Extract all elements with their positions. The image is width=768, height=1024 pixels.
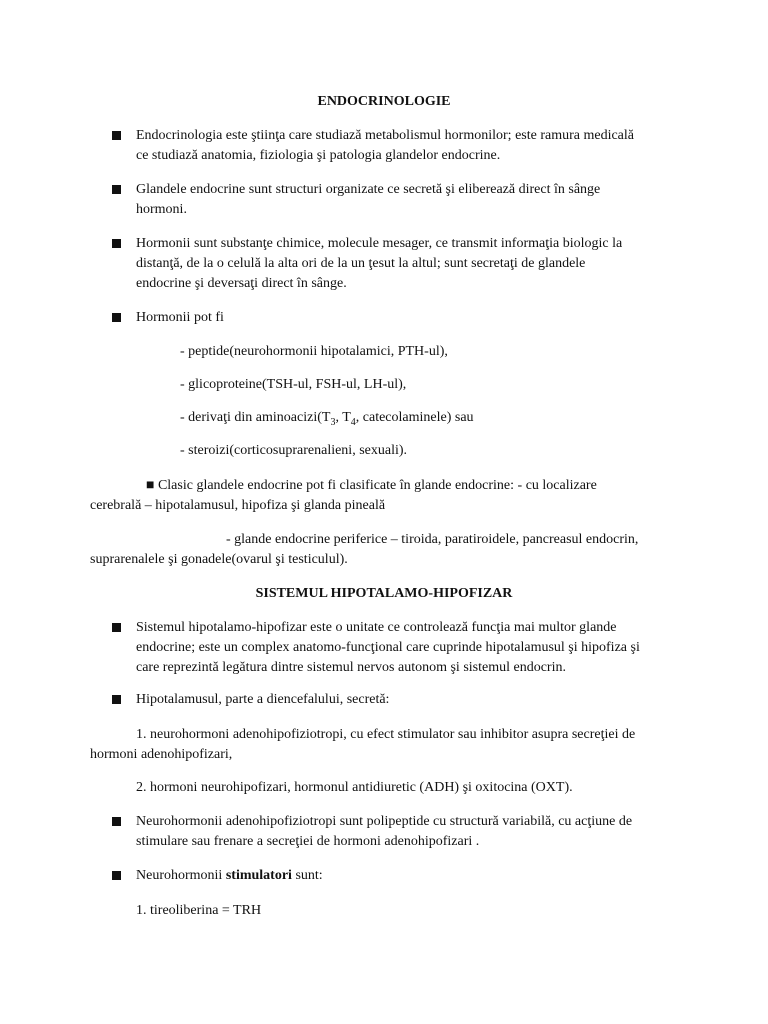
bullet-glands [112,180,652,220]
square-bullet-icon [112,239,121,248]
text-line: Hormonii sunt substanţe chimice, molecule mesager, ce transmit informaţia biologic la [136,236,623,251]
text-line: suprarenalele şi gonadele(ovarul şi testiculul). [90,552,348,567]
text-line: care reprezintă legătura dintre sistemul nervos autonom şi sistemul endocrin. [136,660,566,675]
paragraph-peripheral [90,530,680,570]
square-bullet-icon [112,695,121,704]
paragraph-neurohypophyseal [90,778,680,798]
hormone-type-peptide: - peptide(neurohormonii hipotalamici, PTH-ul), [180,344,448,359]
text-line: endocrine şi deversaţi direct în sânge. [136,276,347,291]
text-line: - glande endocrine periferice – tiroida, paratiroidele, pancreasul endocrin, [226,532,639,547]
text-line: distanţă, de la o celulă la alta ori de la un ţesut la altul; sunt secretaţi de glandele [136,256,586,271]
text-line: cerebrală – hipotalamusul, hipofiza şi glanda pineală [90,498,386,513]
text-fragment: , T [335,410,351,425]
square-bullet-icon [112,313,121,322]
text-line: 2. hormoni neurohipofizari, hormonul antidiuretic (ADH) şi oxitocina (OXT). [136,780,573,795]
subscript: 3 [330,416,336,428]
bullet-stimulators [112,866,652,886]
text-line: Hipotalamusul, parte a diencefalului, secretă: [136,692,390,707]
square-bullet-icon [112,185,121,194]
text-fragment: Neurohormonii [136,868,226,883]
text-fragment: - derivaţi din aminoacizi(T [180,410,331,425]
text-line: endocrine; este un complex anatomo-funcţional care cuprinde hipotalamusul şi hipofiza şi [136,640,640,655]
text-line: hormoni. [136,202,187,217]
title-sistemul: SISTEMUL HIPOTALAMO-HIPOFIZAR [255,586,513,601]
square-bullet-icon [112,817,121,826]
bullet-hypothalamus [112,690,652,710]
square-bullet-icon [112,871,121,880]
hormone-type-steroid: - steroizi(corticosuprarenalieni, sexuali). [180,443,408,458]
hormone-type-aminoacid [180,408,474,428]
square-bullet-icon [112,131,121,140]
title-endocrinologie: ENDOCRINOLOGIE [317,94,451,109]
subscript: 4 [350,416,356,428]
text-line: Glandele endocrine sunt structuri organizate ce secretă şi eliberează direct în sânge [136,182,601,197]
bullet-polypeptides [112,812,652,852]
paragraph-neurohormones [90,725,680,765]
paragraph-classification [90,476,680,516]
text-line: Hormonii pot fi [136,310,224,325]
bullet-definition [112,126,652,166]
text-line: 1. tireoliberina = TRH [136,903,262,918]
text-line: ■ Clasic glandele endocrine pot fi clasificate în glande endocrine: - cu localizare [146,478,597,493]
text-line: hormoni adenohipofizari, [90,747,233,762]
paragraph-trh [90,901,680,921]
hormone-type-glycoprotein: - glicoproteine(TSH-ul, FSH-ul, LH-ul), [180,377,407,392]
bullet-hormone-types [112,308,652,328]
bullet-system [112,618,652,678]
text-line: 1. neurohormoni adenohipofiziotropi, cu efect stimulator sau inhibitor asupra secreţiei de [136,727,636,742]
text-fragment: , catecolaminele) sau [355,410,474,425]
text-line: stimulare sau frenare a secreţiei de hormoni adenohipofizari . [136,834,480,849]
bold-term: stimulatori [225,868,292,883]
text-line: Sistemul hipotalamo-hipofizar este o unitate ce controlează funcţia mai multor glande [136,620,617,635]
text-line: Endocrinologia este ştiinţa care studiază metabolismul hormonilor; este ramura medicală [136,128,634,143]
square-bullet-icon [112,623,121,632]
text-line [136,866,652,886]
text-fragment: sunt: [291,868,323,883]
bullet-hormones [112,234,652,294]
text-line: Neurohormonii adenohipofiziotropi sunt polipeptide cu structură variabilă, cu acţiune de [136,814,633,829]
text-line: ce studiază anatomia, fiziologia şi patologia glandelor endocrine. [136,148,501,163]
